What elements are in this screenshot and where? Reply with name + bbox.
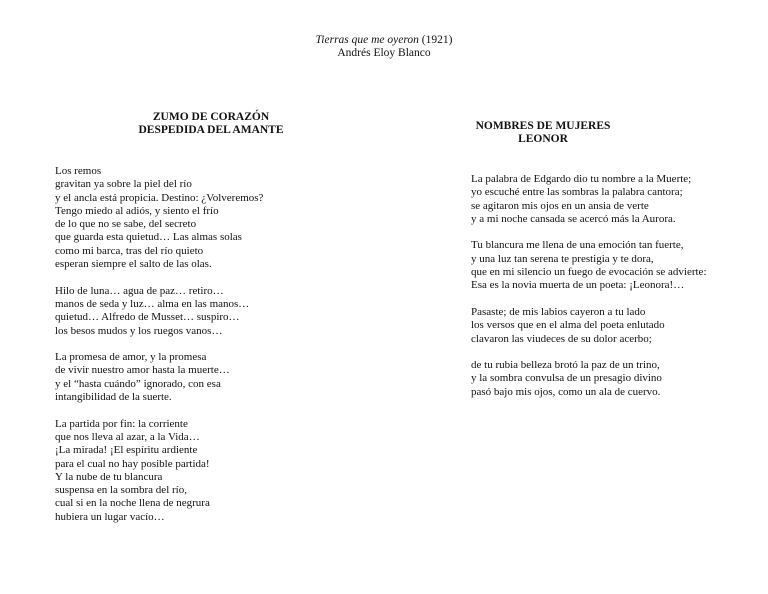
poem-line: para el cual no hay posible partida! — [55, 457, 210, 470]
poem-line: Tengo miedo al adiós, y siento el frío — [55, 204, 219, 217]
poem-line: clavaron las viudeces de su dolor acerbo; — [471, 332, 652, 345]
poem-line: que en mi silencio un fuego de evocación se advierte: — [471, 266, 707, 279]
stanza — [471, 359, 761, 399]
poem-line: quietud… Alfredo de Musset… suspiro… — [55, 311, 240, 324]
book-title: Tierras que me oyeron — [315, 34, 419, 46]
poem-line: hubiera un lugar vacío… — [55, 510, 165, 523]
poem-line: La promesa de amor, y la promesa — [55, 351, 207, 364]
left-poem-body — [55, 165, 355, 524]
right-poem-title-line-2: LEONOR — [518, 133, 568, 145]
poem-line: los versos que en el alma del poeta enlutado — [471, 319, 665, 332]
stanza — [471, 239, 761, 292]
poem-line: como mi barca, tras del río quieto — [55, 244, 204, 257]
poem-line: y una luz tan serena te prestigia y te dora, — [471, 252, 654, 265]
stanza — [471, 173, 761, 226]
book-year: (1921) — [421, 34, 453, 46]
stanza — [55, 418, 355, 524]
poem-line: Pasaste; de mis labios cayeron a tu lado — [471, 305, 646, 318]
poem-line: Los remos — [55, 165, 102, 177]
stanza — [471, 306, 761, 346]
poem-line: y la sombra convulsa de un presagio divino — [471, 372, 662, 385]
poem-line: La palabra de Edgardo dio tu nombre a la Muerte; — [471, 173, 692, 185]
left-poem-title-line-1: ZUMO DE CORAZÓN — [152, 111, 270, 123]
left-poem-title — [55, 111, 367, 137]
right-poem-title — [471, 120, 615, 146]
stanza — [55, 165, 355, 271]
poem-line: Y la nube de tu blancura — [55, 470, 163, 483]
left-poem — [55, 111, 355, 537]
right-poem — [471, 120, 761, 412]
poem-line: que guarda esta quietud… Las almas solas — [55, 231, 242, 244]
poem-line: manos de seda y luz… alma en las manos… — [55, 297, 250, 310]
poem-line: de lo que no se sabe, del secreto — [55, 218, 197, 231]
stanza — [55, 351, 355, 404]
author-name: Andrés Eloy Blanco — [337, 47, 431, 59]
poem-line: gravitan ya sobre la piel del río — [55, 178, 192, 191]
poem-line: los besos mudos y los ruegos vanos… — [55, 324, 223, 337]
poem-line: esperan siempre el salto de las olas. — [55, 258, 212, 271]
book-line — [0, 34, 768, 47]
poem-line: suspensa en la sombra del río, — [55, 484, 187, 497]
poem-line: ¡La mirada! ¡El espíritu ardiente — [55, 444, 198, 457]
poem-line: que nos lleva al azar, a la Vida… — [55, 430, 200, 443]
right-poem-title-line-1: NOMBRES DE MUJERES — [475, 120, 611, 132]
poem-line: y el “hasta cuándo” ignorado, con esa — [55, 377, 221, 390]
poem-line: pasó bajo mis ojos, como un ala de cuervo. — [471, 385, 661, 398]
page-header — [0, 34, 768, 60]
poem-line: de tu rubia belleza brotó la paz de un trino, — [471, 359, 660, 372]
poem-line: Esa es la novia muerta de un poeta: ¡Leonora!… — [471, 279, 685, 292]
poem-line: La partida por fin: la corriente — [55, 417, 188, 430]
poem-line: intangibilidad de la suerte. — [55, 391, 172, 404]
left-poem-title-line-2: DESPEDIDA DEL AMANTE — [138, 124, 284, 136]
stanza — [55, 285, 355, 338]
poem-line: yo escuché entre las sombras la palabra cantora; — [471, 186, 683, 199]
poem-line: de vivir nuestro amor hasta la muerte… — [55, 364, 230, 377]
poem-line: Hilo de luna… agua de paz… retiro… — [55, 284, 224, 297]
poem-line: y el ancla está propicia. Destino: ¿Volveremos? — [55, 191, 264, 204]
poem-line: se agitaron mis ojos en un ansia de verte — [471, 199, 649, 212]
poem-line: y a mi noche cansada se acercó más la Aurora. — [471, 212, 676, 225]
poem-line: Tu blancura me llena de una emoción tan fuerte, — [471, 239, 684, 252]
poem-line: cual si en la noche llena de negrura — [55, 497, 210, 510]
right-poem-body — [471, 173, 761, 399]
